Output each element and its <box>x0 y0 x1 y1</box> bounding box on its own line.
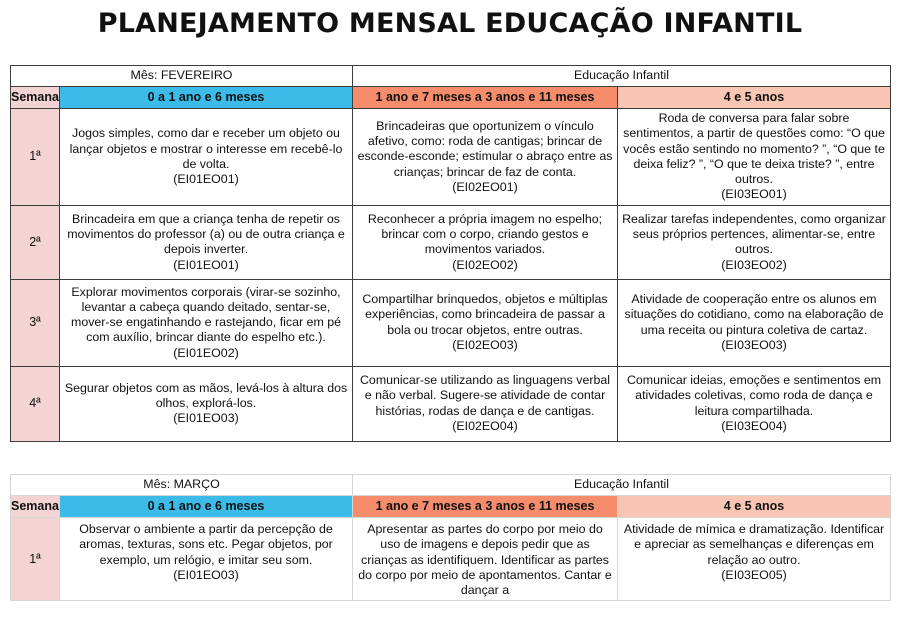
activity-text: Roda de conversa para falar sobre sentimentos, a partir de questões como: “O que vocês estão sentindo no momento? ”, “O que te deixa feliz? ”, “O que te deixa triste? ”, entre outros. <box>623 111 885 187</box>
bncc-code: (EI01EO03) <box>173 411 239 426</box>
table-row <box>11 109 891 206</box>
age-band-0-1: 0 a 1 ano e 6 meses <box>60 496 353 518</box>
table-row <box>11 518 891 601</box>
activity-cell <box>60 205 353 279</box>
section-label: Educação Infantil <box>353 66 891 87</box>
activity-cell <box>60 109 353 206</box>
week-label: 1ª <box>11 518 60 601</box>
bncc-code: (EI03EO03) <box>721 338 787 353</box>
activity-text: Observar o ambiente a partir da percepção de aromas, texturas, sons etc. Pegar objetos, por exemplo, um relógio, e imitar seu som. <box>79 522 333 567</box>
activity-cell <box>618 109 891 206</box>
week-label: 1ª <box>11 109 60 206</box>
activity-text: Brincadeira em que a criança tenha de repetir os movimentos do professor (a) ou de outra criança e depois inverter. <box>67 211 345 257</box>
bncc-code: (EI02EO02) <box>452 257 518 272</box>
activity-text: Jogos simples, como dar e receber um objeto ou lançar objetos e mostrar o interesse em recebê-lo de volta. <box>69 126 343 171</box>
activity-text: Realizar tarefas independentes, como organizar seus próprios pertences, alimentar-se, entre outros. <box>622 211 886 257</box>
bncc-code: (EI03EO05) <box>721 567 787 582</box>
bncc-code: (EI01EO01) <box>173 257 239 272</box>
activity-cell <box>353 279 618 366</box>
bncc-code: (EI03EO01) <box>721 187 787 202</box>
activity-text: Brincadeiras que oportunizem o vínculo afetivo, como: roda de cantigas; brincar de esconde-esconde; estimular o abraço entre as crianças; brincar de faz de conta. <box>357 118 613 179</box>
activity-cell <box>618 279 891 366</box>
activity-cell <box>60 518 353 601</box>
activity-text: Reconhecer a própria imagem no espelho; brincar com o corpo, criando gestos e movimentos variados. <box>367 211 603 257</box>
activity-cell <box>618 205 891 279</box>
activity-text: Compartilhar brinquedos, objetos e múltiplas experiências, como brincadeira de passar a bola ou trocar objetos, entre outras. <box>362 292 608 337</box>
planning-table-march <box>10 474 891 601</box>
activity-text: Apresentar as partes do corpo por meio do uso de imagens e depois pedir que as crianças as identifiquem. Identificar as partes do corpo por meio de apontamentos. Cantar e dançar a <box>358 522 612 598</box>
activity-cell <box>60 366 353 441</box>
semana-header: Semana <box>11 496 60 518</box>
week-label: 4ª <box>11 366 60 441</box>
month-label: Mês: FEVEREIRO <box>11 66 353 87</box>
age-band-4-5: 4 e 5 anos <box>618 496 891 518</box>
table-row <box>11 205 891 279</box>
activity-cell <box>618 518 891 601</box>
activity-text: Segurar objetos com as mãos, levá-los à altura dos olhos, explorá-los. <box>64 380 348 411</box>
bncc-code: (EI02EO04) <box>452 419 518 434</box>
bncc-code: (EI02EO03) <box>452 338 518 353</box>
activity-text: Explorar movimentos corporais (virar-se sozinho, levantar a cabeça quando deitado, sentar-se, mover-se engatinhando e rastejando, ficar em pé com auxílio, brincar diante do espelho etc.). <box>71 284 341 345</box>
activity-text: Comunicar ideias, emoções e sentimentos em atividades coletivas, como roda de dança e leitura compartilhada. <box>626 373 882 418</box>
page-title: PLANEJAMENTO MENSAL EDUCAÇÃO INFANTIL <box>97 8 803 39</box>
activity-cell <box>618 366 891 441</box>
activity-text: Atividade de mímica e dramatização. Identificar e apreciar as semelhanças e diferenças em relação ao outro. <box>623 522 885 567</box>
age-band-0-1: 0 a 1 ano e 6 meses <box>60 87 353 109</box>
week-label: 3ª <box>11 279 60 366</box>
bncc-code: (EI01EO03) <box>173 567 239 582</box>
bncc-code: (EI03EO04) <box>721 419 787 434</box>
week-label: 2ª <box>11 205 60 279</box>
table-row <box>11 279 891 366</box>
semana-header: Semana <box>11 87 60 109</box>
activity-cell <box>60 279 353 366</box>
month-label: Mês: MARÇO <box>11 475 353 496</box>
bncc-code: (EI03EO02) <box>721 257 787 272</box>
section-label: Educação Infantil <box>353 475 891 496</box>
bncc-code: (EI01EO01) <box>173 172 239 187</box>
age-band-1-3: 1 ano e 7 meses a 3 anos e 11 meses <box>353 87 618 109</box>
bncc-code: (EI01EO02) <box>173 345 239 360</box>
activity-text: Atividade de cooperação entre os alunos em situações do cotidiano, como na elaboração de uma receita ou pintura coletiva de cartaz. <box>624 292 884 337</box>
table-row <box>11 366 891 441</box>
bncc-code: (EI02EO01) <box>452 179 518 194</box>
activity-cell <box>353 518 618 601</box>
age-band-4-5: 4 e 5 anos <box>618 87 891 109</box>
planning-table-february <box>10 65 891 442</box>
activity-text: Comunicar-se utilizando as linguagens verbal e não verbal. Sugere-se atividade de contar histórias, rodas de dança e de cantigas. <box>359 373 610 418</box>
activity-cell <box>353 109 618 206</box>
age-band-1-3: 1 ano e 7 meses a 3 anos e 11 meses <box>353 496 618 518</box>
activity-cell <box>353 366 618 441</box>
activity-cell <box>353 205 618 279</box>
